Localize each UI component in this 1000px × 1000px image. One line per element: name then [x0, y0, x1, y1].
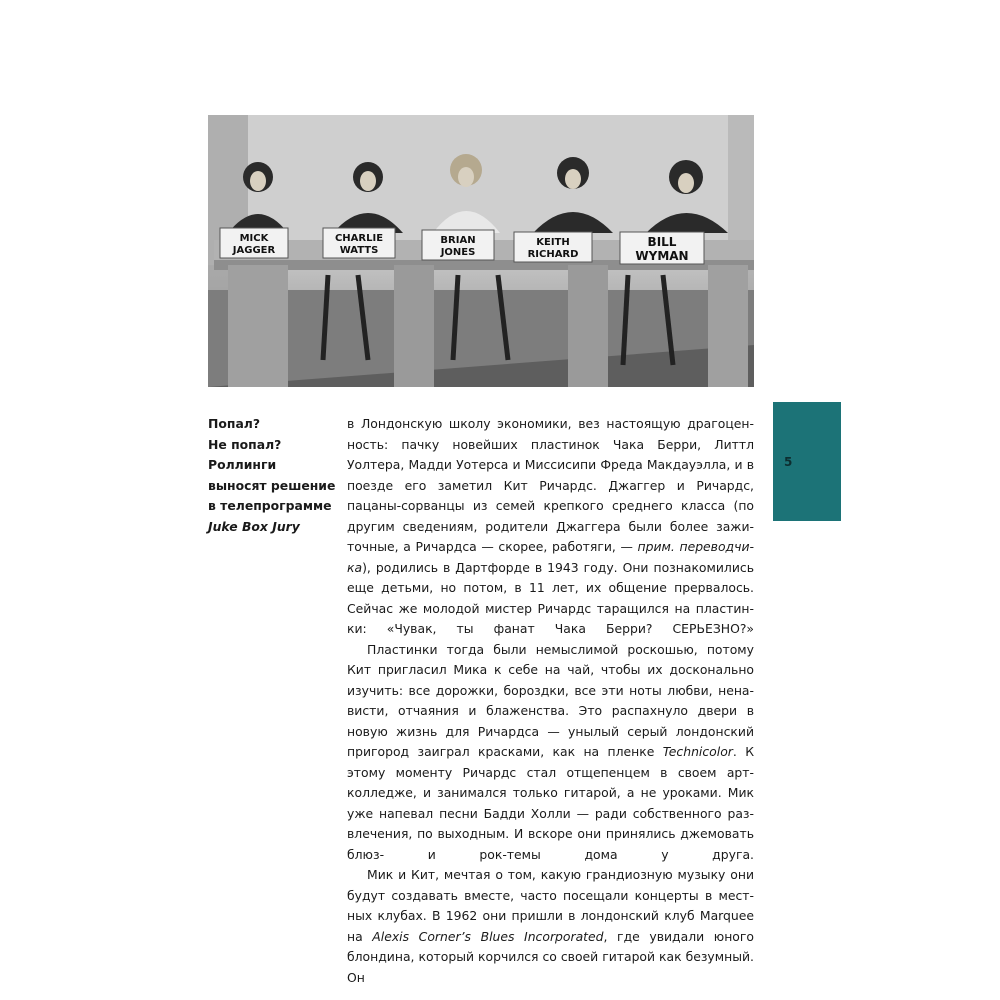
nameplate-labels: [208, 115, 754, 387]
nameplate-line: RICHARD: [527, 249, 579, 260]
band-photo: [208, 115, 754, 387]
caption-line: Не попал?: [208, 436, 282, 452]
caption-show-title: Juke Box Jury: [208, 518, 300, 534]
nameplate-line: KEITH: [536, 237, 570, 248]
nameplate-line: BRIAN: [440, 235, 476, 246]
nameplate-line: MICK: [239, 233, 269, 244]
paragraph-run: ), родились в Дартфорде в 1943 году. Они познакомились еще детьми, но потом, в 11 лет, их общение прервалось. Сейчас же молодой мистер Ричардс таращился на пластинки: «Чувак, ты фанат Чака Берри? СЕРЬЕЗНО?»: [347, 559, 754, 636]
page-number: 5: [784, 455, 793, 469]
paragraph-run: . К этому моменту Ричардс стал отщепенцем в своем арт-колледже, и занимался только гитарой, а не уроками. Мик уже напевал песни Бадди Холли — ради собственного развлечения, по выходным. И вскоре они принялись джемовать блюз- и рок-темы дома у друга.: [347, 744, 754, 862]
paragraph-1: [347, 414, 754, 640]
paragraph-run-italic: Technicolor: [662, 744, 733, 759]
photo-caption: [208, 414, 338, 537]
paragraph-run: Пластинки тогда были немыслимой роскошью, потому Кит пригласил Мика к себе на чай, чтобы их досконально изучить: все дорожки, бороздки, все эти ноты любви, ненависти, отчаяния и блаженства. Это распахнуло двери в новую жизнь для Ричардса — унылый серый лондонский пригород заиграл красками, как на пленке: [347, 641, 754, 759]
paragraph-run: , где увидали юного блондина, который корчился со своей гитарой как безумный. Он: [347, 928, 754, 985]
nameplate-line: JAGGER: [232, 245, 276, 256]
nameplate-line: WATTS: [339, 245, 379, 256]
body-text: [347, 414, 754, 988]
caption-line: Роллинги: [208, 457, 277, 472]
paragraph-3: [347, 865, 754, 988]
caption-line: в телепрограмме: [208, 498, 332, 513]
paragraph-run-italic: прим. переводчика: [347, 539, 754, 575]
nameplate-line: BILL: [647, 235, 677, 249]
paragraph-run: Мик и Кит, мечтая о том, какую грандиозную музыку они будут создавать вместе, часто посещали концерты в местных клубах. В 1962 они пришли в лондонский клуб Marquee на: [347, 867, 754, 944]
nameplate-line: JONES: [440, 247, 476, 258]
nameplate-line: CHARLIE: [334, 233, 384, 244]
caption-line: Попал?: [208, 416, 261, 431]
paragraph-run: в Лондонскую школу экономики, вез настоящую драгоценность: пачку новейших пластинок Чака Берри, Литтл Уолтера, Мадди Уотерса и Миссисипи Фреда Макдауэлла, и в поезде его заметил Кит Ричардс. Джаггер и Ричардс, пацаны-сорванцы из семей крепкого среднего класса (по другим сведениям, родители Джаггера были более зажиточные, а Ричардса — скорее, работяги, —: [347, 416, 754, 554]
nameplate-line: WYMAN: [635, 249, 689, 263]
caption-line: выносят решение: [208, 477, 336, 493]
paragraph-run-italic: Alexis Corner’s Blues Incorporated: [372, 928, 604, 944]
paragraph-2: [347, 640, 754, 866]
